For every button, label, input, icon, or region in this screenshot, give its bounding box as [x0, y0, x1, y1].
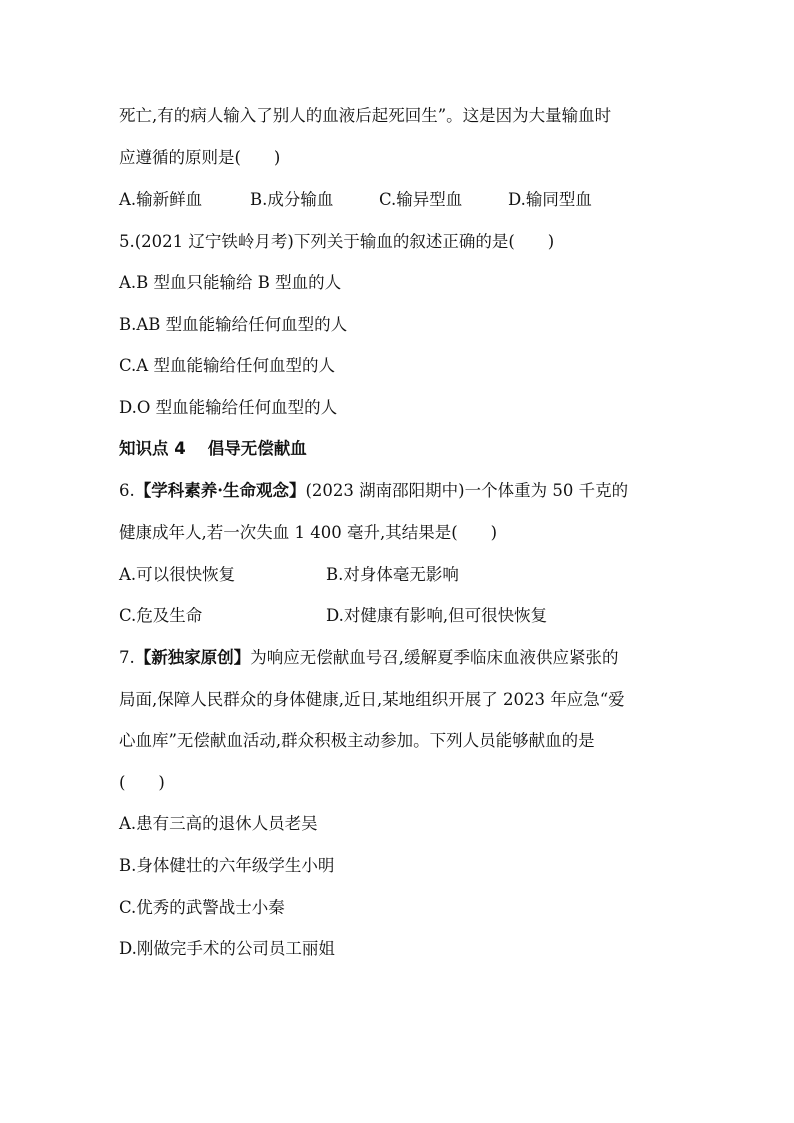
q6-stem-line-2: 健康成年人,若一次失血 1 400 毫升,其结果是( ) — [119, 523, 498, 542]
q6-number: 6. — [119, 481, 135, 500]
q6-option-b: B.对身体毫无影响 — [326, 565, 459, 584]
q4-option-b: B.成分输血 — [250, 190, 334, 209]
q7-stem-line-1 — [119, 647, 619, 669]
q6-stem-text: (2023 湖南邵阳期中)一个体重为 50 千克的 — [305, 481, 629, 500]
q6-option-a: A.可以很快恢复 — [119, 565, 236, 584]
q4-option-d: D.输同型血 — [508, 190, 592, 209]
q7-stem-line-3: 心血库”无偿献血活动,群众积极主动参加。下列人员能够献血的是 — [119, 731, 595, 750]
q7-stem-line-4: ( ) — [119, 773, 165, 792]
q5-option-b: B.AB 型血能输给任何血型的人 — [119, 315, 348, 334]
q7-stem-text: 为响应无偿献血号召,缓解夏季临床血液供应紧张的 — [250, 648, 619, 667]
q7-option-c: C.优秀的武警战士小秦 — [119, 898, 285, 917]
q4-option-c: C.输异型血 — [379, 190, 463, 209]
q7-tag: 【新独家原创】 — [134, 648, 251, 667]
q7-number: 7. — [119, 648, 135, 667]
q4-stem-line-2: 应遵循的原则是( ) — [119, 148, 281, 167]
q5-stem: 5.(2021 辽宁铁岭月考)下列关于输血的叙述正确的是( ) — [119, 232, 555, 251]
q5-option-c: C.A 型血能输给任何血型的人 — [119, 356, 335, 375]
section-label: 知识点 4 — [119, 439, 186, 458]
q6-option-c: C.危及生命 — [119, 606, 203, 625]
q5-option-d: D.O 型血能输给任何血型的人 — [119, 398, 338, 417]
q7-option-a: A.患有三高的退休人员老吴 — [119, 814, 318, 833]
section-title: 倡导无偿献血 — [207, 439, 307, 458]
q6-tag: 【学科素养·生命观念】 — [134, 481, 306, 500]
q7-option-b: B.身体健壮的六年级学生小明 — [119, 856, 335, 875]
q6-option-d: D.对健康有影响,但可很快恢复 — [326, 606, 548, 625]
q4-stem-line-1: 死亡,有的病人输入了别人的血液后起死回生”。这是因为大量输血时 — [119, 106, 612, 125]
q6-stem-line-1 — [119, 480, 628, 502]
q4-option-a: A.输新鲜血 — [119, 190, 203, 209]
q5-option-a: A.B 型血只能输给 B 型血的人 — [119, 273, 342, 292]
q7-option-d: D.刚做完手术的公司员工丽姐 — [119, 939, 335, 958]
section-heading — [119, 438, 307, 460]
q7-stem-line-2: 局面,保障人民群众的身体健康,近日,某地组织开展了 2023 年应急“爱 — [119, 690, 625, 709]
